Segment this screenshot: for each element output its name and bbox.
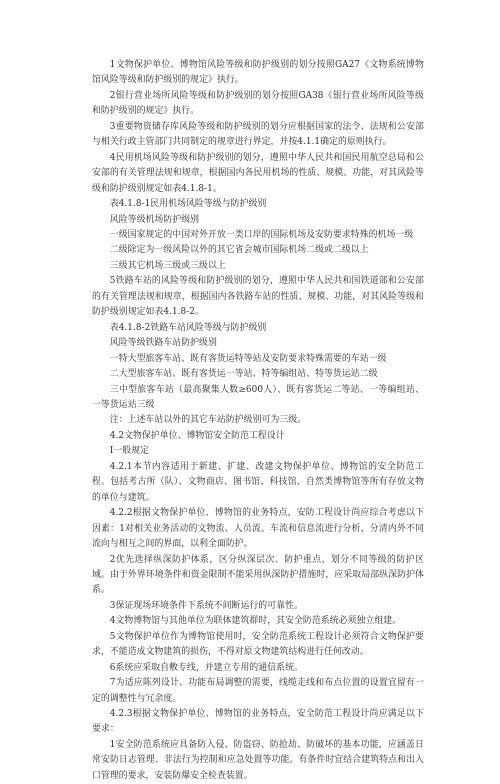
clause-4-2-2-item-6: 6系统应采取自敷专线，并建立专用的通信系统。 bbox=[109, 662, 303, 673]
table-caption-4-1-8-1: 表4.1.8-1民用机场风险等级与防护级别 bbox=[109, 199, 267, 210]
table-caption-4-1-8-2: 表4.1.8-2铁路车站风险等级与防护级别 bbox=[109, 322, 267, 333]
paragraph-4: 4民用机场风险等级和防护级别的划分，遵照中华人民共和国民用航空总局和公安部的有关管理法规和规章，根据国内各民用机场的性质、规模、功能，对其风险等级和防护级别规定如表4.1.8-1。 bbox=[92, 152, 424, 194]
clause-4-2-2-item-4: 4文物博物馆与其他单位为联体建筑群时，其安全防范系统必须独立组建。 bbox=[109, 616, 402, 627]
table-header-airport: 风险等级机场防护级别 bbox=[109, 214, 200, 225]
table-header-railway: 风险等级铁路车站防护级别 bbox=[109, 338, 217, 349]
clause-4-2-2-item-5: 5文物保护单位作为博物馆使用时，安全防范系统工程设计必须符合文物保护要求，不能造成文物建筑的损伤，不得对原文物建筑结构进行任何改动。 bbox=[92, 631, 424, 658]
section-heading-4-2: 4.2文物保护单位、博物馆安全防范工程设计 bbox=[109, 430, 285, 441]
table-row-airport-1: 一级国家规定的中国对外开放一类口岸的国际机场及安防要求特殊的机场一级 bbox=[109, 229, 414, 240]
paragraph-3: 3重要物资储存库风险等级和防护级别的划分应根据国家的法令、法规和公安部与相关行政主管部门共同制定的规章进行界定，并按4.1.1确定的原则执行。 bbox=[92, 121, 424, 148]
table-row-airport-2: 二级除定为一级风险以外的其它省会城市国际机场二级或二级以上 bbox=[109, 245, 369, 256]
paragraph-1: 1文物保护单位、博物馆风险等级和防护级别的划分按照GA27《文物系统博物馆风险等级和防护级别的规定》执行。 bbox=[92, 60, 424, 86]
table-row-railway-1: 一特大型旅客车站、既有客货运特等站及安防要求特殊需要的车站一级 bbox=[109, 353, 387, 364]
subsection-heading-general: Ⅰ一般规定 bbox=[109, 446, 150, 457]
clause-4-2-3: 4.2.3根据文物保护单位、博物馆的业务特点，安全防范工程设计尚应满足以下要求： bbox=[92, 709, 424, 735]
clause-4-2-2-item-2: 2优先选择纵深防护体系，区分纵深层次、防护重点，划分不同等级的防护区域。由于外界环境条件和资金限制不能采用纵深防护措施时，应采取局部纵深防护体系。 bbox=[92, 554, 424, 596]
clause-4-2-3-item-1: 1安全防范系统应具备防入侵、防盗窃、防抢劫、防破坏的基本功能，应涵盖日常安防日志管理、非法行为控制和应急处置等功能。有条件时宜结合建筑特点和出入口管理的要求，安装防爆安全检查装置。 bbox=[92, 739, 424, 781]
clause-4-2-2: 4.2.2根据文物保护单位、博物馆的业务特点，安防工程设计尚应综合考虑以下因素：1对相关业务活动的文物流、人员流、车流和信息流进行分析，分清内外不同流向与相互之间的界面，以利全面防护。 bbox=[92, 508, 424, 550]
clause-4-2-1: 4.2.1本节内容适用于新建、扩建、改建文物保护单位、博物馆的安全防范工程。包括考古所（队）、文物商店、图书馆、科技馆、自然类博物馆等所有存放文物的单位与建筑。 bbox=[92, 461, 424, 503]
table-note: 注：上述车站以外的其它车站防护级别可为三级。 bbox=[109, 415, 307, 426]
table-row-airport-3: 三级其它机场三级或三级以上 bbox=[109, 260, 226, 271]
paragraph-5: 5铁路车站的风险等级和防护级别的划分，遵照中华人民共和国铁道部和公安部的有关管理法规和规章，根据国内各铁路车站的性质、规模、功能，对其风险等级和防护级别规定如表4.1.8-2。 bbox=[92, 276, 424, 318]
table-row-railway-2: 二大型旅客车站、既有客货运一等站、特等编组站、特等货运站二级 bbox=[109, 369, 378, 380]
clause-4-2-2-item-7: 7为适应陈列设计、功能布局调整的需要，线缆走线和布点位置的设置宜留有一定的调整性与冗余度。 bbox=[92, 678, 424, 704]
paragraph-2: 2银行营业场所风险等级和防护级别的划分按照GA38《银行营业场所风险等级和防护级别的规定》执行。 bbox=[92, 90, 424, 117]
table-row-railway-3: 三中型旅客车站（最高聚集人数≥600人）、既有客货运二等站、一等编组站、一等货运站三级 bbox=[92, 384, 424, 410]
clause-4-2-2-item-3: 3保证现场环境条件下系统不间断运行的可靠性。 bbox=[109, 600, 303, 611]
